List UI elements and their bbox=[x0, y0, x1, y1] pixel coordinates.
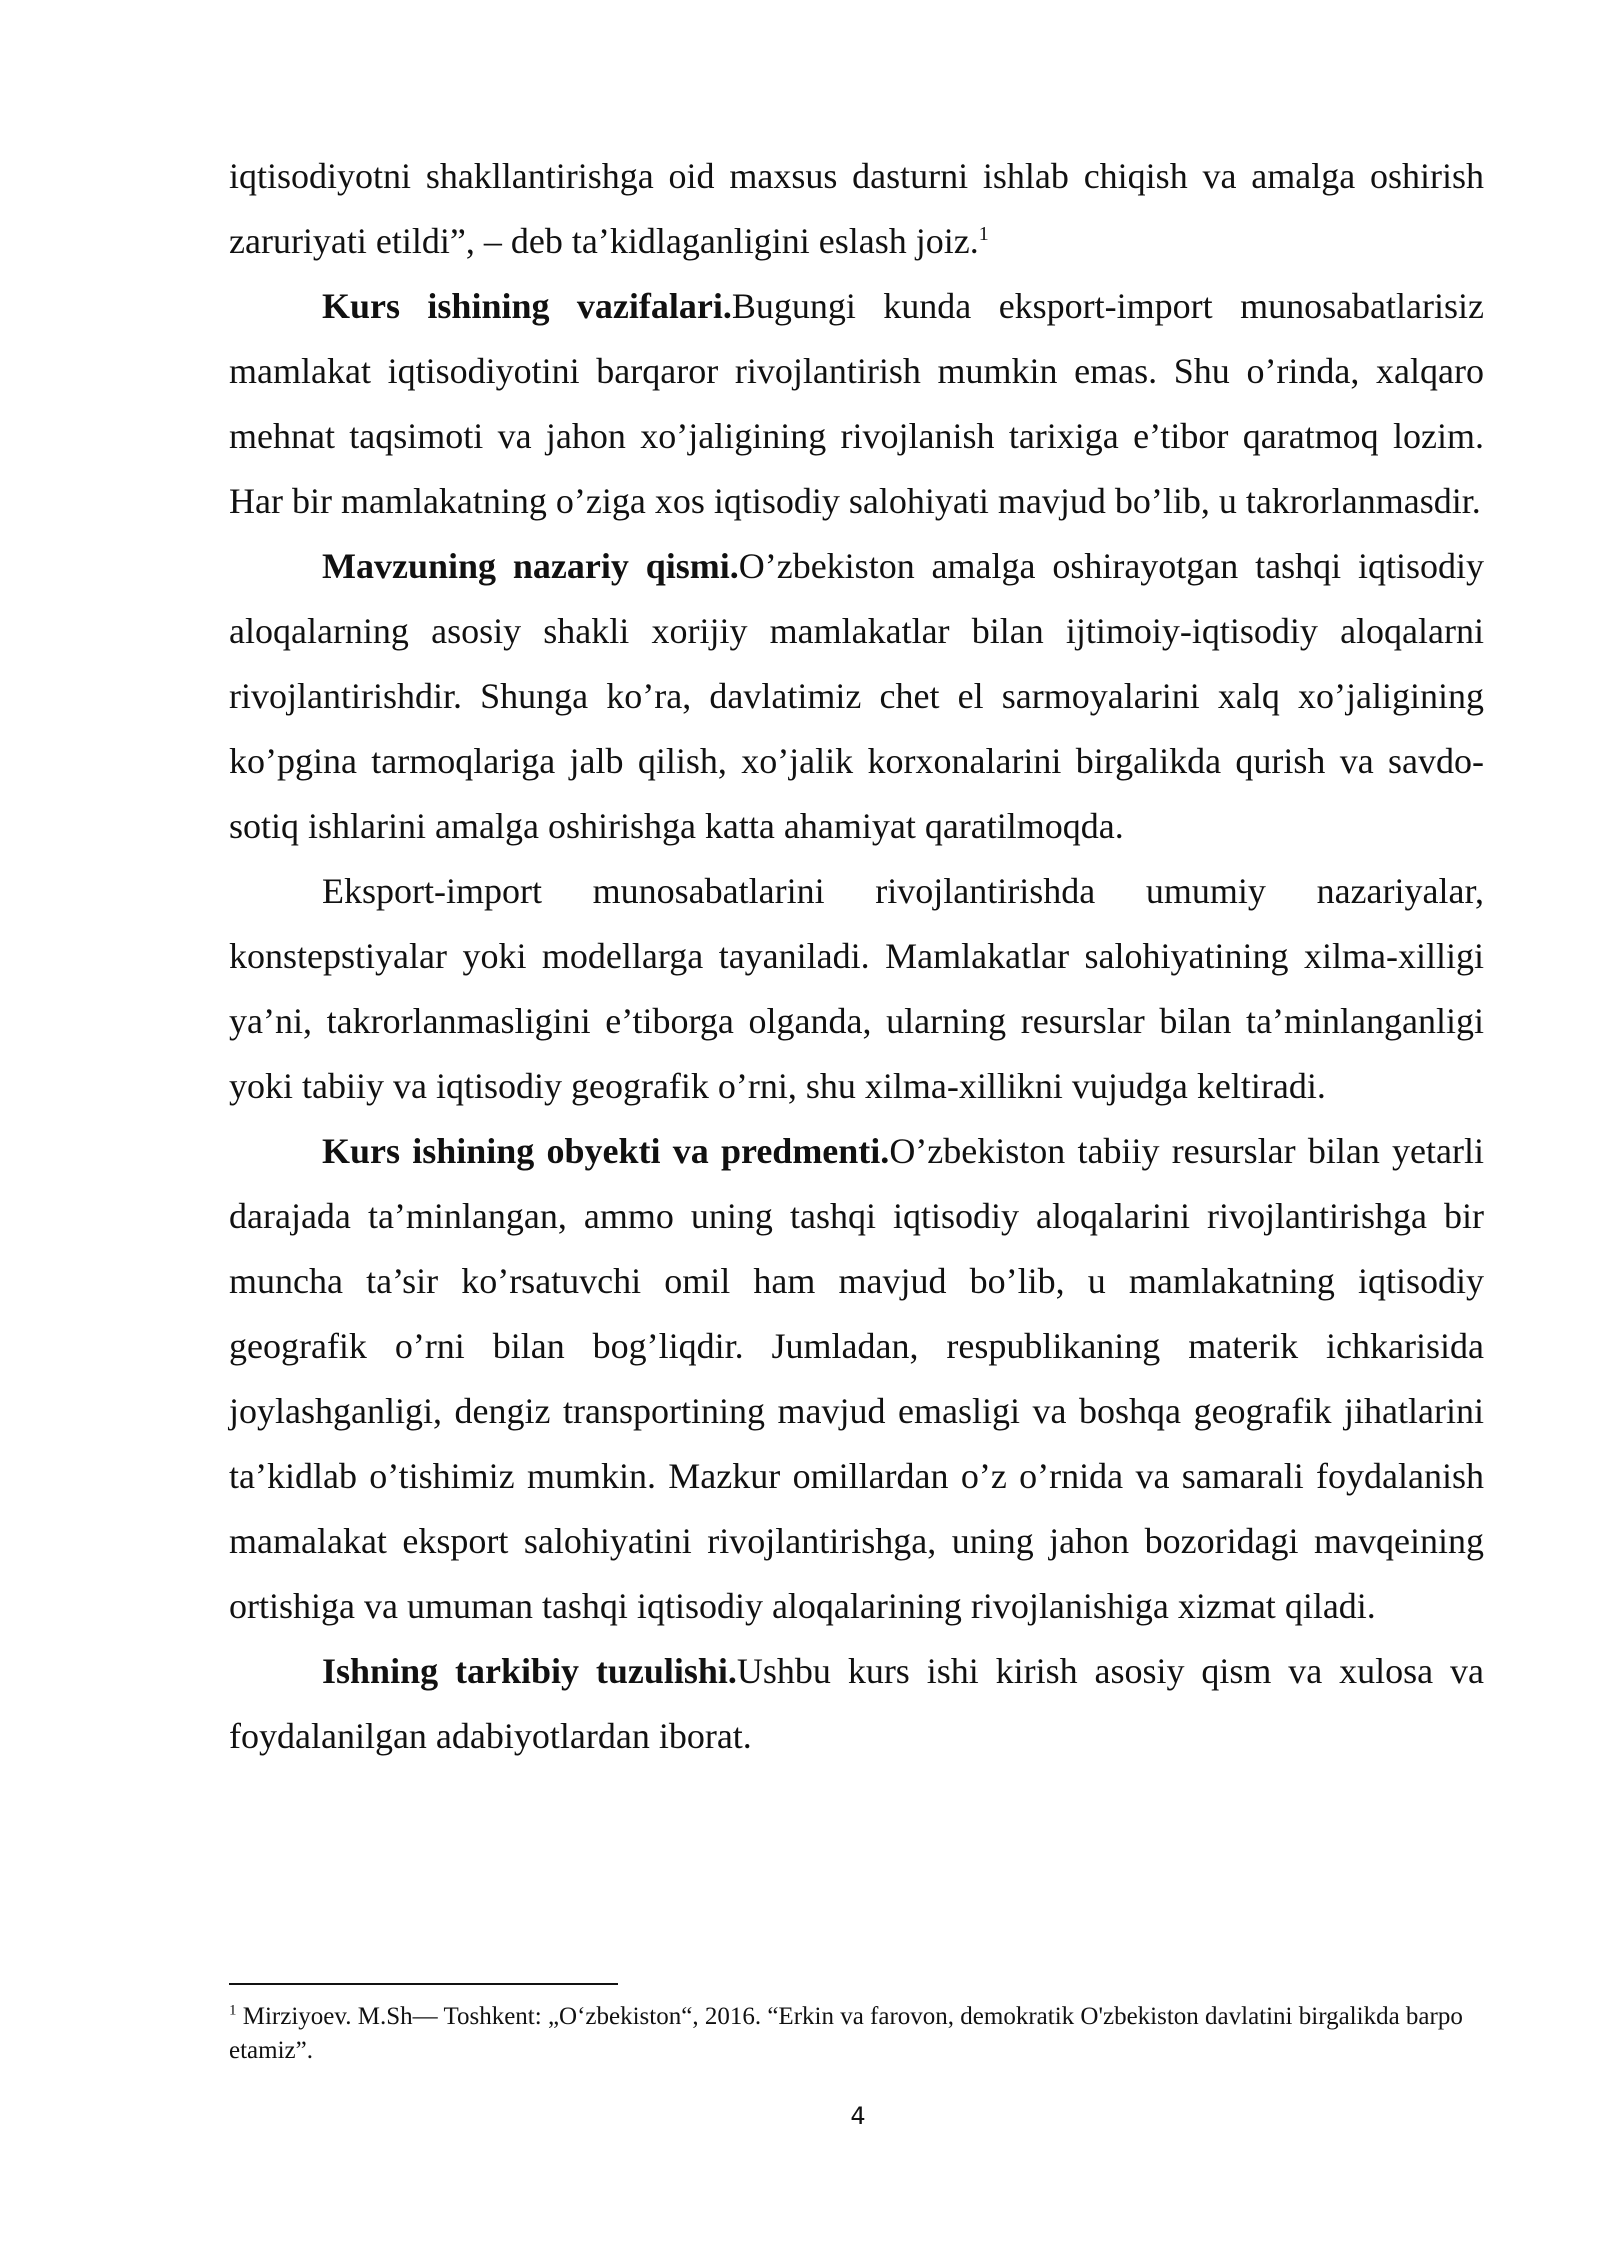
paragraph-1 bbox=[229, 144, 1484, 274]
paragraph-2-heading: Kurs ishining vazifalari. bbox=[322, 286, 732, 326]
body-text bbox=[229, 144, 1484, 1769]
paragraph-5-heading: Kurs ishining obyekti va predmenti. bbox=[322, 1131, 890, 1171]
paragraph-2 bbox=[229, 274, 1484, 534]
paragraph-6-heading: Ishning tarkibiy tuzulishi. bbox=[322, 1651, 737, 1691]
paragraph-2-text: Bugungi kunda eksport-import munosabatlarisiz mamlakat iqtisodiyotini barqaror rivojlantirish mumkin emas. Shu o’rinda, xalqaro mehnat taqsimoti va jahon xo’jaligining rivojlanish tarixiga e’tibor qaratmoq lozim. Har bir mamlakatning o’ziga xos iqtisodiy salohiyati mavjud bo’lib, u takrorlanmasdir. bbox=[229, 286, 1484, 521]
footnote-reference: 1 bbox=[978, 223, 989, 245]
page-number: 4 bbox=[850, 2102, 866, 2130]
paragraph-6-text: Ushbu kurs ishi kirish asosiy qism va xulosa va foydalanilgan adabiyotlardan iborat. bbox=[229, 1651, 1484, 1756]
paragraph-1-text: iqtisodiyotni shakllantirishga oid maxsus dasturni ishlab chiqish va amalga oshirish zaruriyati etildi”, – deb ta’kidlaganligini eslash joiz. bbox=[229, 156, 1484, 261]
paragraph-5 bbox=[229, 1119, 1484, 1639]
paragraph-4 bbox=[229, 859, 1484, 1119]
footnote-text: Mirziyoev. M.Sh— Toshkent: „O‘zbekiston“, 2016. “Erkin va farovon, demokratik O'zbekiston davlatini birgalikda barpo etamiz”. bbox=[229, 2003, 1463, 2064]
paragraph-3 bbox=[229, 534, 1484, 859]
paragraph-3-text: O’zbekiston amalga oshirayotgan tashqi iqtisodiy aloqalarning asosiy shakli xorijiy mamlakatlar bilan ijtimoiy-iqtisodiy aloqalarni rivojlantirishdir. Shunga ko’ra, davlatimiz chet el sarmoyalarini xalq xo’jaligining ko’pgina tarmoqlariga jalb qilish, xo’jalik korxonalarini birgalikda qurish va savdo-sotiq ishlarini amalga oshirishga katta ahamiyat qaratilmoqda. bbox=[229, 546, 1484, 846]
paragraph-5-text: O’zbekiston tabiiy resurslar bilan yetarli darajada ta’minlangan, ammo uning tashqi iqtisodiy aloqalarini rivojlantirishga bir muncha ta’sir ko’rsatuvchi omil ham mavjud bo’lib, u mamlakatning iqtisodiy geografik o’rni bilan bog’liqdir. Jumladan, respublikaning materik ichkarisida joylashganligi, dengiz transportining mavjud emasligi va boshqa geografik jihatlarini ta’kidlab o’tishimiz mumkin. Mazkur omillardan o’z o’rnida va samarali foydalanish mamalakat eksport salohiyatini rivojlantirishga, uning jahon bozoridagi mavqeining ortishiga va umuman tashqi iqtisodiy aloqalarining rivojlanishiga xizmat qiladi. bbox=[229, 1131, 1484, 1626]
paragraph-6 bbox=[229, 1639, 1484, 1769]
paragraph-3-heading: Mavzuning nazariy qismi. bbox=[322, 546, 739, 586]
footnote bbox=[229, 2000, 1484, 2068]
footnote-mark: 1 bbox=[229, 2002, 237, 2019]
footnote-separator bbox=[229, 1983, 618, 1985]
paragraph-4-text: Eksport-import munosabatlarini rivojlantirishda umumiy nazariyalar, konstepstiyalar yoki modellarga tayaniladi. Mamlakatlar salohiyatining xilma-xilligi ya’ni, takrorlanmasligini e’tiborga olganda, ularning resurslar bilan ta’minlanganligi yoki tabiiy va iqtisodiy geografik o’rni, shu xilma-xillikni vujudga keltiradi. bbox=[229, 871, 1484, 1106]
